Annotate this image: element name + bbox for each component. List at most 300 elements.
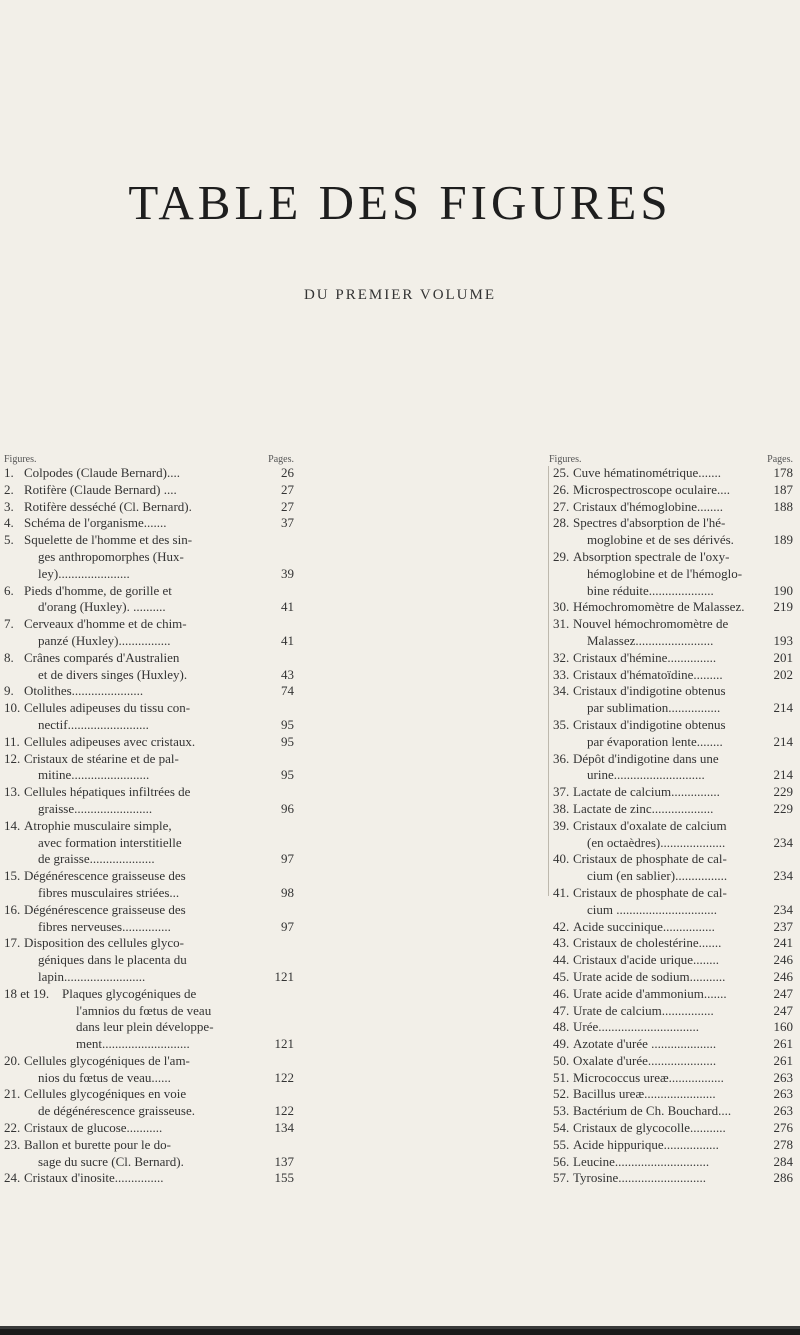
figure-title xyxy=(4,683,254,700)
figure-title xyxy=(553,1003,753,1020)
figure-title xyxy=(553,784,753,801)
figure-number: 42. xyxy=(553,918,570,934)
figure-list-left xyxy=(4,450,294,1187)
figure-title-line: Acide succinique................ xyxy=(573,918,715,934)
figure-title xyxy=(4,1086,254,1120)
column-header-left xyxy=(4,450,294,465)
figure-title-line: Rotifère desséché (Cl. Bernard). xyxy=(24,498,192,514)
figure-title xyxy=(553,1086,753,1103)
figure-entry xyxy=(553,599,793,616)
figure-title-line: mitine........................ xyxy=(38,767,150,783)
figure-entry xyxy=(4,482,294,499)
figure-title-line: Cellules glycogéniques en voie xyxy=(24,1086,187,1102)
figure-title xyxy=(4,465,254,482)
figure-title-line: sage du sucre (Cl. Bernard). xyxy=(38,1153,184,1169)
figure-number: 17. xyxy=(4,935,21,951)
figure-title-line: Cristaux d'inosite............... xyxy=(24,1170,164,1186)
figure-number: 24. xyxy=(4,1170,21,1186)
figure-number: 6. xyxy=(4,582,14,598)
figure-title-line: Urée............................... xyxy=(573,1019,700,1035)
figure-title-line: Urate acide d'ammonium....... xyxy=(573,985,727,1001)
figure-number: 7. xyxy=(4,616,14,632)
figure-entry xyxy=(553,851,793,885)
figure-title xyxy=(4,935,254,985)
figure-entry xyxy=(553,935,793,952)
page-number: 237 xyxy=(773,918,793,934)
figure-title xyxy=(553,499,753,516)
figure-number: 26. xyxy=(553,481,570,497)
figure-number: 44. xyxy=(553,952,570,968)
figure-title-line: Microspectroscope oculaire.... xyxy=(573,481,731,497)
figure-number: 50. xyxy=(553,1052,570,1068)
figure-number: 15. xyxy=(4,868,21,884)
figure-title-line: Azotate d'urée .................... xyxy=(573,1036,717,1052)
page-number: 187 xyxy=(773,481,793,497)
page-number: 74 xyxy=(281,683,294,699)
figure-entry xyxy=(4,650,294,684)
page-number: 178 xyxy=(773,465,793,480)
figure-number: 52. xyxy=(553,1086,570,1102)
page-number: 95 xyxy=(281,767,294,783)
figure-number: 55. xyxy=(553,1136,570,1152)
page-number: 122 xyxy=(274,1103,294,1119)
figure-title-line: Cristaux d'hémoglobine........ xyxy=(573,498,724,514)
figure-title-line: Crânes comparés d'Australien xyxy=(24,649,180,665)
page-edge-bar xyxy=(0,1329,800,1335)
figure-title-line: Cellules adipeuses du tissu con- xyxy=(24,700,191,716)
figure-title xyxy=(4,751,254,785)
figure-number: 29. xyxy=(553,548,570,564)
figure-title-line: fibres musculaires striées... xyxy=(38,884,180,900)
figure-entry xyxy=(553,667,793,684)
pages-header: Pages. xyxy=(268,454,294,465)
figure-number: 21. xyxy=(4,1086,21,1102)
figure-title xyxy=(4,1170,254,1187)
page-number: 263 xyxy=(773,1103,793,1119)
figure-title-line: Cellules glycogéniques de l'am- xyxy=(24,1052,190,1068)
figure-title-line: cium (en sablier)................ xyxy=(587,868,728,884)
figure-title-line: Cristaux de glucose........... xyxy=(24,1120,163,1136)
figure-title xyxy=(4,499,254,516)
page-number: 202 xyxy=(773,666,793,682)
figure-entry xyxy=(553,465,793,482)
figure-entry xyxy=(553,801,793,818)
figure-number: 11. xyxy=(4,733,20,749)
figure-title xyxy=(553,1154,753,1171)
figure-title xyxy=(553,650,753,667)
page-number: 263 xyxy=(773,1086,793,1102)
figure-title-line: Disposition des cellules glyco- xyxy=(24,935,184,951)
figure-title-line: Colpodes (Claude Bernard).... xyxy=(24,465,180,480)
figure-title xyxy=(553,599,753,616)
figure-title xyxy=(4,868,254,902)
figure-title xyxy=(553,818,753,852)
page-number: 214 xyxy=(773,733,793,749)
figure-number: 20. xyxy=(4,1052,21,1068)
figure-title-line: Atrophie musculaire simple, xyxy=(24,817,172,833)
figure-title-line: géniques dans le placenta du xyxy=(38,952,187,968)
figure-entry xyxy=(553,986,793,1003)
figure-number: 57. xyxy=(553,1170,570,1186)
page-number: 134 xyxy=(274,1120,294,1136)
figure-entry xyxy=(553,1036,793,1053)
figure-title-line: Dégénérescence graisseuse des xyxy=(24,868,186,884)
figure-number: 37. xyxy=(553,784,570,800)
figure-entry xyxy=(4,751,294,785)
figure-title xyxy=(553,1019,753,1036)
figure-title xyxy=(4,902,254,936)
figure-title-line: Schéma de l'organisme....... xyxy=(24,515,167,531)
page-number: 96 xyxy=(281,800,294,816)
figure-title-line: Lactate de calcium............... xyxy=(573,784,720,800)
pages-header: Pages. xyxy=(767,454,793,465)
figure-entry xyxy=(4,1053,294,1087)
figure-title xyxy=(553,885,753,919)
figure-title xyxy=(4,532,254,582)
figure-title xyxy=(553,801,753,818)
figure-number: 54. xyxy=(553,1120,570,1136)
figure-title xyxy=(553,935,753,952)
figure-number: 33. xyxy=(553,666,570,682)
page-number: 155 xyxy=(274,1170,294,1186)
figure-entry xyxy=(4,1086,294,1120)
page-number: 41 xyxy=(281,599,294,615)
figure-entry xyxy=(553,717,793,751)
figure-entry xyxy=(553,818,793,852)
figure-title xyxy=(4,515,254,532)
figure-title-line: Leucine............................. xyxy=(573,1153,710,1169)
figure-title xyxy=(553,1070,753,1087)
figure-number: 1. xyxy=(4,465,14,480)
figure-entry xyxy=(4,986,294,1053)
figure-entry xyxy=(553,1154,793,1171)
page-number: 246 xyxy=(773,968,793,984)
figure-title xyxy=(553,1120,753,1137)
figure-title-line: ges anthropomorphes (Hux- xyxy=(38,548,184,564)
page-number: 121 xyxy=(274,1036,294,1052)
figure-number: 2. xyxy=(4,481,14,497)
figure-title-line: Cerveaux d'homme et de chim- xyxy=(24,616,187,632)
figure-number: 49. xyxy=(553,1036,570,1052)
figure-number: 23. xyxy=(4,1136,21,1152)
page-number: 137 xyxy=(274,1153,294,1169)
figure-title xyxy=(4,1053,254,1087)
figure-entry xyxy=(553,919,793,936)
figure-title-line: Bacillus ureæ...................... xyxy=(573,1086,716,1102)
figure-title-line: Cristaux d'hématoïdine......... xyxy=(573,666,723,682)
figure-title-line: Cuve hématinométrique....... xyxy=(573,465,722,480)
figure-title-line: Cristaux de glycocolle........... xyxy=(573,1120,726,1136)
figure-number: 27. xyxy=(553,498,570,514)
figure-title-line: Rotifère (Claude Bernard) .... xyxy=(24,481,177,497)
page-number: 27 xyxy=(281,498,294,514)
figure-number: 47. xyxy=(553,1002,570,1018)
figure-number: 13. xyxy=(4,784,21,800)
page-number: 122 xyxy=(274,1069,294,1085)
figure-title-line: Cristaux de stéarine et de pal- xyxy=(24,750,179,766)
figure-title xyxy=(553,465,753,482)
figure-number: 14. xyxy=(4,817,21,833)
figure-number: 28. xyxy=(553,515,570,531)
page-number: 97 xyxy=(281,851,294,867)
figure-title xyxy=(553,616,753,650)
figure-title-line: d'orang (Huxley). .......... xyxy=(38,599,166,615)
figure-number: 30. xyxy=(553,599,570,615)
figure-title-line: panzé (Huxley)................ xyxy=(38,632,171,648)
figure-title xyxy=(4,734,254,751)
figure-title-line: lapin......................... xyxy=(38,968,146,984)
figure-title-line: Cristaux de cholestérine....... xyxy=(573,935,722,951)
figure-title-line: Absorption spectrale de l'oxy- xyxy=(573,548,730,564)
figure-title xyxy=(553,549,753,599)
figure-title-line: cium ............................... xyxy=(587,901,717,917)
figure-entry xyxy=(4,818,294,868)
page-number: 278 xyxy=(773,1136,793,1152)
figure-title-line: (en octaèdres).................... xyxy=(587,834,726,850)
figure-title xyxy=(4,1120,254,1137)
figure-entry xyxy=(553,969,793,986)
figure-entry xyxy=(553,1170,793,1187)
figure-entry xyxy=(4,499,294,516)
page-number: 234 xyxy=(773,868,793,884)
figure-title-line: nios du fœtus de veau...... xyxy=(38,1069,171,1085)
page-number: 26 xyxy=(281,465,294,480)
page-number: 261 xyxy=(773,1036,793,1052)
figure-title xyxy=(553,683,753,717)
figure-title-line: graisse........................ xyxy=(38,800,153,816)
page-number: 189 xyxy=(773,532,793,548)
page-number: 263 xyxy=(773,1069,793,1085)
page-number: 193 xyxy=(773,632,793,648)
figure-entry xyxy=(553,751,793,785)
figure-entry xyxy=(553,1120,793,1137)
figure-entry xyxy=(4,515,294,532)
page-number: 286 xyxy=(773,1170,793,1186)
figure-title xyxy=(553,515,753,549)
figure-title-line: l'amnios du fœtus de veau xyxy=(76,1002,212,1018)
figure-number: 53. xyxy=(553,1103,570,1119)
page-number: 95 xyxy=(281,716,294,732)
figure-number: 45. xyxy=(553,968,570,984)
figure-title-line: Cellules hépatiques infiltrées de xyxy=(24,784,191,800)
page-number: 160 xyxy=(773,1019,793,1035)
page-number: 95 xyxy=(281,733,294,749)
page-number: 39 xyxy=(281,565,294,581)
page-number: 121 xyxy=(274,968,294,984)
figure-title-line: fibres nerveuses............... xyxy=(38,918,171,934)
figure-number: 9. xyxy=(4,683,14,699)
figure-number: 34. xyxy=(553,683,570,699)
figure-title-line: Hémochromomètre de Malassez. xyxy=(573,599,745,615)
figure-title-line: urine............................ xyxy=(587,767,705,783)
figure-title-line: Ballon et burette pour le do- xyxy=(24,1136,171,1152)
figure-number: 22. xyxy=(4,1120,21,1136)
column-divider xyxy=(548,466,549,896)
figure-number: 39. xyxy=(553,817,570,833)
page-number: 229 xyxy=(773,800,793,816)
page-number: 27 xyxy=(281,481,294,497)
figure-number: 32. xyxy=(553,649,570,665)
figure-entry xyxy=(4,1137,294,1171)
figure-number: 4. xyxy=(4,515,14,531)
page-title: TABLE DES FIGURES xyxy=(128,175,672,230)
page-number: 261 xyxy=(773,1052,793,1068)
page-number: 276 xyxy=(773,1120,793,1136)
figure-title-line: Cellules adipeuses avec cristaux. xyxy=(24,733,196,749)
figure-title-line: Dégénérescence graisseuse des xyxy=(24,901,186,917)
figure-title-line: Dépôt d'indigotine dans une xyxy=(573,750,719,766)
figure-title-line: Cristaux de phosphate de cal- xyxy=(573,884,727,900)
figure-entry xyxy=(4,532,294,582)
figure-entry xyxy=(553,1103,793,1120)
figure-number: 41. xyxy=(553,884,570,900)
figure-entry xyxy=(4,935,294,985)
page-number: 214 xyxy=(773,700,793,716)
figure-title-line: Urate de calcium................ xyxy=(573,1002,714,1018)
figure-entry xyxy=(553,1053,793,1070)
figure-title-line: moglobine et de ses dérivés. xyxy=(587,532,734,548)
page-number: 97 xyxy=(281,918,294,934)
figure-title-line: et de divers singes (Huxley). xyxy=(38,666,188,682)
figure-title-line: nectif......................... xyxy=(38,716,149,732)
figure-title-line: de dégénérescence graisseuse. xyxy=(38,1103,195,1119)
figure-title xyxy=(4,784,254,818)
page-number: 284 xyxy=(773,1153,793,1169)
figure-number: 5. xyxy=(4,532,14,548)
figure-entry xyxy=(553,784,793,801)
figure-title-line: de graisse.................... xyxy=(38,851,155,867)
page-number: 37 xyxy=(281,515,294,531)
page-number: 201 xyxy=(773,649,793,665)
figure-number: 38. xyxy=(553,800,570,816)
figure-title-line: Cristaux d'hémine............... xyxy=(573,649,717,665)
page-number: 190 xyxy=(773,582,793,598)
figure-entry xyxy=(4,1120,294,1137)
figure-number: 43. xyxy=(553,935,570,951)
figure-title xyxy=(553,751,753,785)
figure-title xyxy=(553,969,753,986)
figure-title-line: avec formation interstitielle xyxy=(38,834,182,850)
figures-header: Figures. xyxy=(549,454,582,465)
figure-title xyxy=(553,1137,753,1154)
figures-header: Figures. xyxy=(4,454,37,465)
figure-title xyxy=(553,1103,753,1120)
figure-title-line: ley)...................... xyxy=(38,565,130,581)
figure-entry xyxy=(553,885,793,919)
figure-title xyxy=(553,717,753,751)
figure-title-line: Cristaux de phosphate de cal- xyxy=(573,851,727,867)
figure-title xyxy=(4,616,254,650)
page-number: 247 xyxy=(773,985,793,1001)
figure-title-line: Cristaux d'indigotine obtenus xyxy=(573,683,726,699)
figure-title xyxy=(553,919,753,936)
figure-entry xyxy=(553,1019,793,1036)
figure-title-line: Bactérium de Ch. Bouchard.... xyxy=(573,1103,732,1119)
figure-title-line: dans leur plein développe- xyxy=(76,1019,214,1035)
figure-entry xyxy=(553,499,793,516)
figure-number: 18 et 19. xyxy=(4,985,50,1001)
figure-title-line: Otolithes...................... xyxy=(24,683,144,699)
figure-title xyxy=(4,818,254,868)
figure-number: 51. xyxy=(553,1069,570,1085)
figure-number: 8. xyxy=(4,649,14,665)
figure-number: 10. xyxy=(4,700,21,716)
figure-title xyxy=(4,482,254,499)
figure-entry xyxy=(4,700,294,734)
figure-title-line: Cristaux d'acide urique........ xyxy=(573,952,720,968)
figure-title xyxy=(4,650,254,684)
figure-title-line: Oxalate d'urée..................... xyxy=(573,1052,717,1068)
figure-entry xyxy=(553,952,793,969)
figure-entry xyxy=(553,515,793,549)
page-number: 234 xyxy=(773,834,793,850)
figure-entry xyxy=(553,683,793,717)
figure-title-line: Nouvel hémochromomètre de xyxy=(573,616,729,632)
figure-entry xyxy=(4,868,294,902)
figure-entry xyxy=(553,1070,793,1087)
page-number: 188 xyxy=(773,498,793,514)
figure-title xyxy=(553,1053,753,1070)
figure-title xyxy=(553,986,753,1003)
figure-entry xyxy=(4,616,294,650)
figure-title-line: bine réduite.................... xyxy=(587,582,714,598)
figure-entry xyxy=(553,549,793,599)
figure-title-line: hémoglobine et de l'hémoglo- xyxy=(587,565,743,581)
figure-title xyxy=(4,583,254,617)
figure-number: 46. xyxy=(553,985,570,1001)
figure-number: 25. xyxy=(553,465,570,480)
figure-entry xyxy=(4,1170,294,1187)
figure-title-line: Malassez........................ xyxy=(587,632,714,648)
figure-title xyxy=(553,851,753,885)
figure-entry xyxy=(553,1137,793,1154)
figure-title xyxy=(553,952,753,969)
figure-entry xyxy=(553,482,793,499)
figure-title xyxy=(553,1036,753,1053)
figure-title-line: Urate acide de sodium........... xyxy=(573,968,726,984)
figure-entry xyxy=(4,784,294,818)
figure-title-line: Lactate de zinc................... xyxy=(573,800,714,816)
figure-title xyxy=(553,1170,753,1187)
page-number: 241 xyxy=(773,935,793,951)
figure-title-line: ment........................... xyxy=(76,1036,190,1052)
figure-entry xyxy=(553,616,793,650)
figure-title-line: Squelette de l'homme et des sin- xyxy=(24,532,193,548)
figure-entry xyxy=(553,1086,793,1103)
figure-entry xyxy=(4,734,294,751)
figure-number: 35. xyxy=(553,716,570,732)
figure-entry xyxy=(4,902,294,936)
figure-entry xyxy=(553,650,793,667)
figure-number: 12. xyxy=(4,750,21,766)
figure-number: 36. xyxy=(553,750,570,766)
figure-title-line: Acide hippurique................. xyxy=(573,1136,719,1152)
figure-number: 31. xyxy=(553,616,570,632)
column-header-right xyxy=(549,450,793,465)
figure-title-line: Micrococcus ureæ................. xyxy=(573,1069,724,1085)
figure-number: 3. xyxy=(4,498,14,514)
figure-title xyxy=(4,1137,254,1171)
page-number: 229 xyxy=(773,784,793,800)
figure-number: 40. xyxy=(553,851,570,867)
page-number: 41 xyxy=(281,632,294,648)
figure-title-line: par évaporation lente........ xyxy=(587,733,723,749)
figure-title xyxy=(553,667,753,684)
figure-entry xyxy=(4,465,294,482)
figure-title-line: Cristaux d'indigotine obtenus xyxy=(573,716,726,732)
page-number: 43 xyxy=(281,666,294,682)
figure-title-line: par sublimation................ xyxy=(587,700,721,716)
